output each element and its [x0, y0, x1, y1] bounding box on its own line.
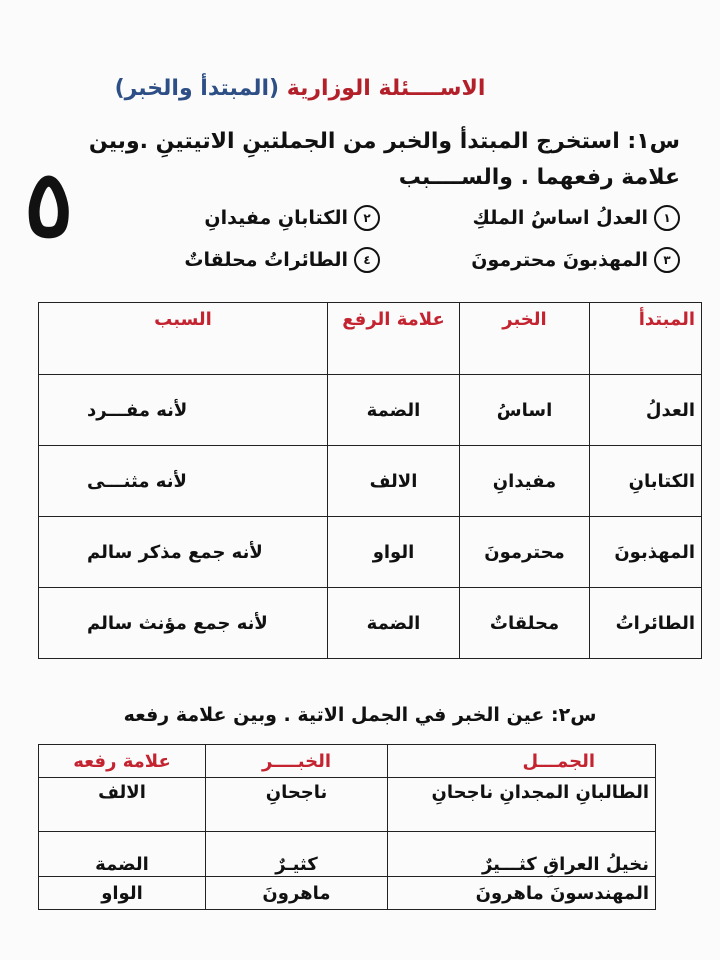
answer-table-1: [38, 302, 702, 659]
cell-predicate: ماهرونَ: [206, 877, 388, 910]
cell-sentence: المهندسونَ ماهرونَ: [388, 877, 656, 910]
header-sign: علامة الرفع: [328, 303, 460, 375]
cell-predicate: كثيـرٌ: [206, 832, 388, 877]
cell-subject: العدلُ: [590, 375, 702, 446]
cell-reason: لأنه جمع مذكر سالم: [39, 517, 328, 588]
sentence-number: ٤: [354, 247, 380, 273]
cell-sign: الواو: [39, 877, 206, 910]
cell-sentence: الطالبانِ المجدانِ ناجحانِ: [388, 778, 656, 832]
question-1-text: [40, 124, 680, 196]
sentence-number: ٢: [354, 205, 380, 231]
header-predicate: الخبــــر: [206, 745, 388, 778]
cell-subject: المهذبونَ: [590, 517, 702, 588]
header-predicate: الخبر: [460, 303, 590, 375]
cell-sign: الضمة: [39, 832, 206, 877]
title-main: الاســــئلة الوزارية: [286, 76, 486, 101]
question-1-line-1: س١: استخرج المبتدأ والخبر من الجملتينِ الاتيتينِ .وبين: [88, 129, 680, 154]
header-sign: علامة رفعه: [39, 745, 206, 778]
question-2-text: س٢: عين الخبر في الجمل الاتية . وبين علامة رفعه: [123, 704, 597, 726]
question-1-sentences: [100, 205, 680, 273]
table-row: [39, 375, 702, 446]
sentence-text: المهذبونَ محترمونَ: [471, 249, 648, 271]
table-row: [39, 877, 656, 910]
cell-predicate: محترمونَ: [460, 517, 590, 588]
cell-subject: الطائراتُ: [590, 588, 702, 659]
handwritten-number: ٥: [24, 150, 74, 258]
table-row: [39, 588, 702, 659]
question-1-line-2: علامة رفعهما . والســــبب: [398, 165, 680, 190]
cell-sign: الالف: [328, 446, 460, 517]
sentence-3: [400, 247, 680, 273]
sentence-1: [400, 205, 680, 231]
cell-sign: الالف: [39, 778, 206, 832]
cell-predicate: ناجحانِ: [206, 778, 388, 832]
sentence-text: الكتابانِ مفيدانِ: [204, 207, 348, 229]
cell-reason: لأنه مفـــرد: [39, 375, 328, 446]
sentence-text: الطائراتُ محلقاتٌ: [184, 249, 348, 271]
table-row: [39, 517, 702, 588]
cell-sentence: نخيلُ العراقِ كثـــيرٌ: [388, 832, 656, 877]
cell-sign: الواو: [328, 517, 460, 588]
cell-predicate: مفيدانِ: [460, 446, 590, 517]
sentence-number: ٣: [654, 247, 680, 273]
table-header-row: [39, 303, 702, 375]
sentence-4: [100, 247, 380, 273]
sentence-2: [100, 205, 380, 231]
answer-table-2: [38, 744, 656, 910]
cell-sign: الضمة: [328, 588, 460, 659]
header-sentences: الجمـــل: [388, 745, 656, 778]
cell-reason: لأنه مثنـــى: [39, 446, 328, 517]
cell-predicate: محلقاتٌ: [460, 588, 590, 659]
cell-sign: الضمة: [328, 375, 460, 446]
sentence-number: ١: [654, 205, 680, 231]
table-row: [39, 778, 656, 832]
cell-subject: الكتابانِ: [590, 446, 702, 517]
cell-predicate: اساسُ: [460, 375, 590, 446]
sentence-text: العدلُ اساسُ الملكِ: [472, 207, 648, 229]
table-header-row: [39, 745, 656, 778]
table-row: [39, 446, 702, 517]
table-row: [39, 832, 656, 877]
header-subject: المبتدأ: [590, 303, 702, 375]
header-reason: السبب: [39, 303, 328, 375]
page-title: [0, 76, 720, 101]
cell-reason: لأنه جمع مؤنث سالم: [39, 588, 328, 659]
title-topic: (المبتدأ والخبر): [114, 76, 280, 101]
